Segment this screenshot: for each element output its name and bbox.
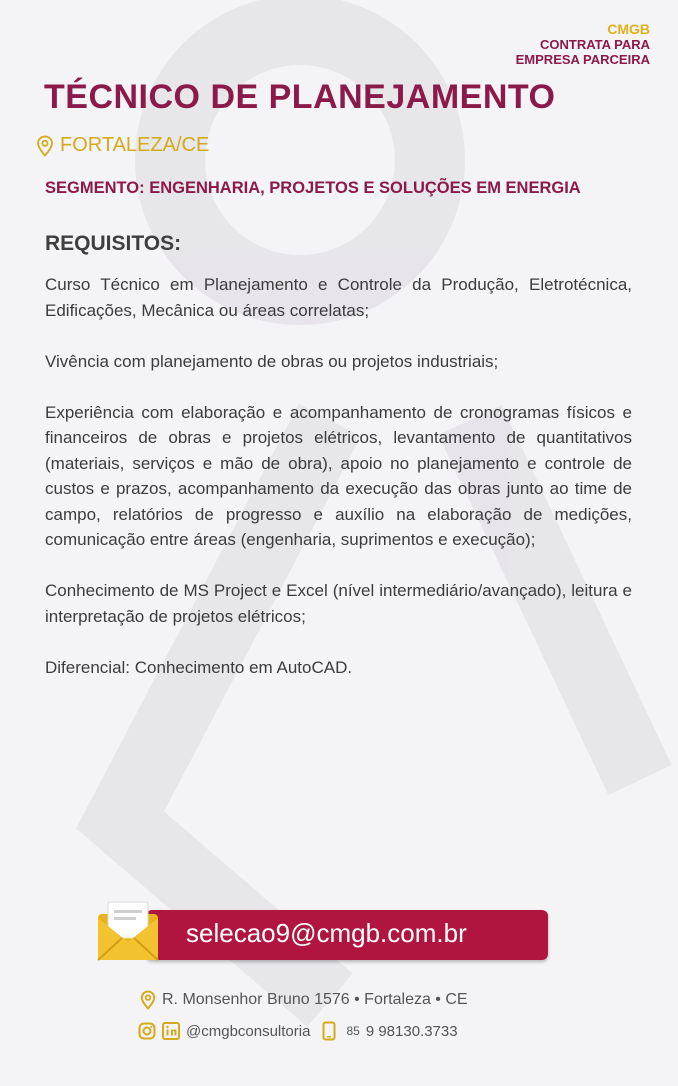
- envelope-icon: [96, 898, 160, 962]
- requirements-list: [45, 272, 632, 706]
- email-link[interactable]: selecao9@cmgb.com.br: [186, 918, 467, 948]
- email-contact[interactable]: [96, 898, 548, 962]
- brand-line-2: EMPRESA PARCEIRA: [515, 52, 650, 67]
- location-pin-icon: [140, 990, 156, 1010]
- location-label: FORTALEZA/CE: [60, 134, 210, 156]
- brand-name: CMGB: [607, 21, 650, 37]
- brand-line-1: CONTRATA PARA: [539, 37, 650, 52]
- location-pin-icon: [36, 135, 54, 157]
- brand-block: [516, 22, 650, 67]
- footer-address: [140, 990, 468, 1010]
- requirements-heading: REQUISITOS:: [45, 232, 182, 255]
- job-title: TÉCNICO DE PLANEJAMENTO: [44, 78, 556, 116]
- requirement-item: Diferencial: Conhecimento em AutoCAD.: [45, 657, 353, 677]
- segment-label: SEGMENTO: ENGENHARIA, PROJETOS E SOLUÇÕES EM ENERGIA: [45, 179, 581, 197]
- instagram-icon[interactable]: [138, 1022, 156, 1040]
- email-bar[interactable]: [146, 910, 548, 960]
- address-text: R. Monsenhor Bruno 1576 • Fortaleza • CE: [162, 991, 468, 1008]
- requirement-item: Experiência com elaboração e acompanhamento de cronogramas físicos e financeiros de obras e projetos elétricos, levantamento de quantitativos (materiais, serviços e mão de obra), apoio no planejamento e controle de custos e prazos, acompanhamento da execução das obras junto ao time de campo, relatórios de progresso e auxílio na elaboração de medições, comunicação entre áreas (engenharia, suprimentos e execução);: [45, 402, 632, 549]
- requirement-item: Conhecimento de MS Project e Excel (nível intermediário/avançado), leitura e interpretação de projetos elétricos;: [45, 581, 632, 626]
- phone-number[interactable]: 9 98130.3733: [365, 1022, 458, 1040]
- requirement-item: Vivência com planejamento de obras ou projetos industriais;: [45, 351, 499, 371]
- phone-area-code: 85: [346, 1024, 360, 1038]
- job-location: [36, 134, 209, 157]
- requirement-item: Curso Técnico em Planejamento e Controle da Produção, Eletrotécnica, Edificações, Mecânica ou áreas correlatas;: [45, 275, 632, 320]
- linkedin-icon[interactable]: [162, 1022, 180, 1040]
- phone-icon: [322, 1021, 336, 1041]
- social-handle[interactable]: @cmgbconsultoria: [186, 1022, 311, 1040]
- footer-social: [138, 1021, 458, 1041]
